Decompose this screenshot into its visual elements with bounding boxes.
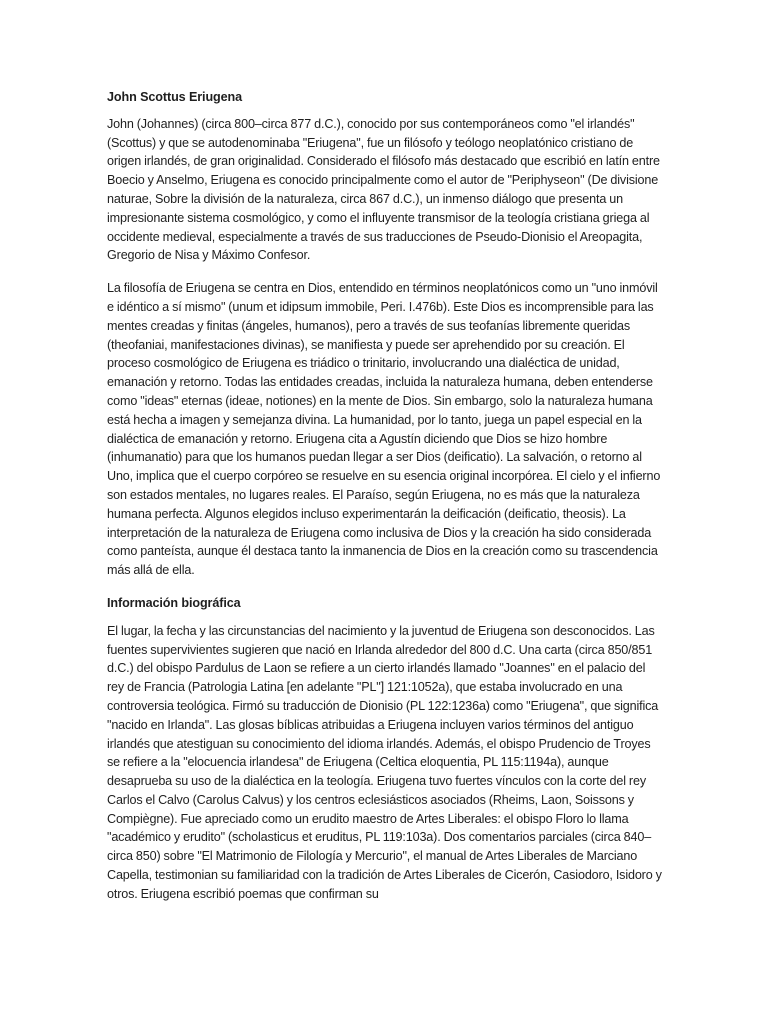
section-heading: Información biográfica [107,595,241,610]
document-title: John Scottus Eriugena [107,90,243,104]
philosophy-paragraph: La filosofía de Eriugena se centra en Dios, entendido en términos neoplatónicos como un "uno inmóvil e idéntico a sí mismo" (unum et idipsum immobile, Peri. I.476b). Este Dios es incomprensible para las mentes creadas y finitas (ángeles, humanos), pero a través de sus teofanías libremente queridas (theofaniai, manifestaciones divinas), se manifiesta y puede ser aprehendido por su creación. El proceso cosmológico de Eriugena es triádico o trinitario, involucrando una dialéctica de unidad, emanación y retorno. Todas las entidades creadas, incluida la naturaleza humana, deben entenderse como "ideas" eternas (ideae, notiones) en la mente de Dios. Sin embargo, solo la naturaleza humana está hecha a imagen y semejanza divina. La humanidad, por lo tanto, juega un papel especial en la dialéctica de emanación y retorno. Eriugena cita a Agustín diciendo que Dios se hizo hombre (inhumanatio) para que los humanos puedan llegar a ser Dios (deificatio). La salvación, o retorno al Uno, implica que el cuerpo corpóreo se resuelve en su esencia original incorpórea. El cielo y el infierno son estados mentales, no lugares reales. El Paraíso, según Eriugena, no es más que la naturaleza humana perfecta. Algunos elegidos incluso experimentarán la deificación (deificatio, theosis). La interpretación de la naturaleza de Eriugena como inclusiva de Dios y la creación ha sido considerada como panteísta, aunque él destaca tanto la inmanencia de Dios en la creación como su trascendencia más allá de ella. [107,281,661,578]
intro-paragraph: John (Johannes) (circa 800–circa 877 d.C.), conocido por sus contemporáneos como "el irlandés" (Scottus) y que se autodenominaba "Eriugena", fue un filósofo y teólogo neoplatónico cristiano de origen irlandés, de gran originalidad. Considerado el filósofo más destacado que escribió en latín entre Boecio y Anselmo, Eriugena es conocido principalmente como el autor de "Periphyseon" (De divisione naturae, Sobre la división de la naturaleza, circa 867 d.C.), un inmenso diálogo que presenta un impresionante sistema cosmológico, y como el influyente transmisor de la teología cristiana griega al occidente medieval, especialmente a través de sus traducciones de Pseudo-Dionisio el Areopagita, Gregorio de Nisa y Máximo Confesor. [107,116,660,263]
biography-paragraph: El lugar, la fecha y las circunstancias del nacimiento y la juventud de Eriugena son desconocidos. Las fuentes supervivientes sugieren que nació en Irlanda alrededor del 800 d.C. Una carta (circa 850/851 d.C.) del obispo Pardulus de Laon se refiere a un cierto irlandés llamado "Joannes" en el palacio del rey de Francia (Patrologia Latina [en adelante "PL"] 121:1052a), que estaba involucrado en una controversia teológica. Firmó su traducción de Dionisio (PL 122:1236a) como "Eriugena", que significa "nacido en Irlanda". Las glosas bíblicas atribuidas a Eriugena incluyen varios términos del antiguo irlandés que atestiguan su conocimiento del idioma irlandés. Además, el obispo Prudencio de Troyes se refiere a la "elocuencia irlandesa" de Eriugena (Celtica eloquentia, PL 115:1194a), aunque desaprueba su uso de la dialéctica en la teología. Eriugena tuvo fuertes vínculos con la corte del rey Carlos el Calvo (Carolus Calvus) y los centros eclesiásticos asociados (Rheims, Laon, Soissons y Compiègne). Fue apreciado como un erudito maestro de Artes Liberales: el obispo Floro lo llama "académico y erudito" (scholasticus et eruditus, PL 119:103a). Dos comentarios parciales (circa 840–circa 850) sobre "El Matrimonio de Filología y Mercurio", el manual de Artes Liberales de Marciano Capella, testimonian su familiaridad con la tradición de Artes Liberales de Cicerón, Casiodoro, Isidoro y otros. Eriugena escribió poemas que confirman su [107,623,662,901]
